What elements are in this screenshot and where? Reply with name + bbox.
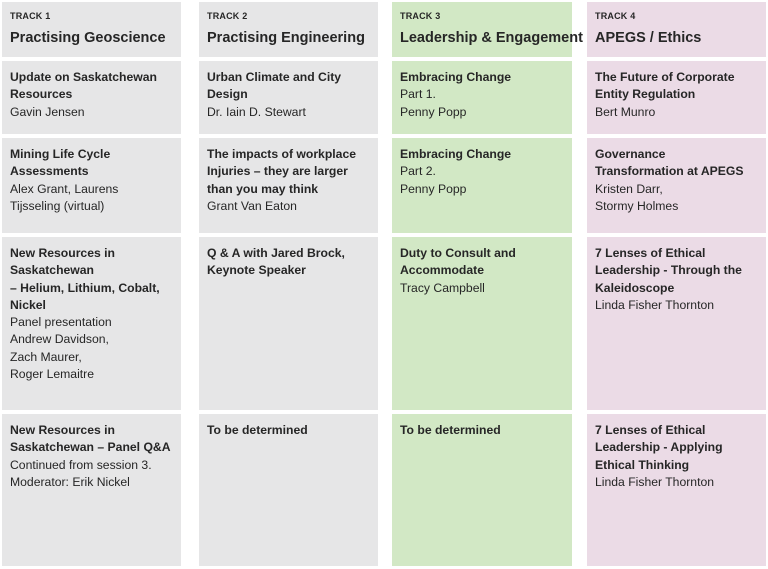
session-content: [207, 146, 374, 215]
session-title-line: Update on Saskatchewan: [10, 70, 157, 84]
session-detail-line: Stormy Holmes: [595, 198, 679, 213]
session-detail-line: Penny Popp: [400, 181, 467, 196]
session-content: [207, 245, 374, 280]
session-cell: [392, 414, 572, 566]
session-detail-line: Kristen Darr,: [595, 181, 663, 196]
track-header: [587, 2, 766, 57]
session-content: [10, 245, 177, 383]
session-content: [207, 69, 374, 121]
session-title-line: Assessments: [10, 164, 89, 179]
session-content: [10, 422, 177, 491]
session-cell: [2, 414, 181, 566]
session-cell: [392, 138, 572, 233]
track-column-4: [587, 0, 766, 569]
session-cell: [199, 138, 378, 233]
session-detail-line: Gavin Jensen: [10, 104, 85, 119]
track-label: TRACK 4: [595, 11, 636, 21]
session-title-line: Leadership - Through the: [595, 263, 742, 278]
session-content: [10, 146, 177, 215]
session-detail-line: Part 1.: [400, 87, 436, 102]
session-detail-line: Tijsseling (virtual): [10, 198, 105, 213]
session-title-line: Entity Regulation: [595, 87, 696, 102]
session-cell: [587, 414, 766, 566]
session-cell: [199, 414, 378, 566]
track-title: APEGS / Ethics: [595, 30, 702, 46]
session-content: [595, 69, 762, 121]
session-title-line: Mining Life Cycle: [10, 147, 111, 161]
session-title-line: Governance: [595, 147, 666, 161]
session-detail-line: Linda Fisher Thornton: [595, 297, 715, 312]
session-content: [400, 245, 568, 297]
session-detail-line: Tracy Campbell: [400, 280, 485, 295]
session-title-line: Saskatchewan: [10, 263, 95, 278]
track-title: Practising Geoscience: [10, 30, 166, 46]
session-title-line: 7 Lenses of Ethical: [595, 246, 706, 260]
session-detail-line: Penny Popp: [400, 104, 467, 119]
session-title-line: Resources: [10, 87, 73, 102]
session-content: [595, 146, 762, 215]
session-content: [400, 422, 568, 439]
track-label: TRACK 1: [10, 11, 51, 21]
track-title: Leadership & Engagement: [400, 30, 583, 46]
track-header: [199, 2, 378, 57]
session-detail-line: Bert Munro: [595, 104, 656, 119]
session-title-line: Urban Climate and City: [207, 70, 342, 84]
session-detail-line: Roger Lemaitre: [10, 367, 94, 382]
session-cell: [587, 61, 766, 134]
session-title-line: To be determined: [207, 423, 308, 437]
session-content: [10, 69, 177, 121]
session-cell: [199, 237, 378, 410]
track-header: [392, 2, 583, 57]
session-title-line: Embracing Change: [400, 70, 512, 84]
track-label: TRACK 3: [400, 11, 441, 21]
session-content: [595, 422, 762, 491]
session-detail-line: Panel presentation: [10, 315, 112, 330]
session-title-line: Design: [207, 87, 248, 102]
session-title-line: Saskatchewan – Panel Q&A: [10, 440, 171, 455]
session-title-line: The impacts of workplace: [207, 147, 356, 161]
session-cell: [587, 237, 766, 410]
session-detail-line: Dr. Iain D. Stewart: [207, 104, 306, 119]
session-title-line: Keynote Speaker: [207, 263, 306, 278]
session-cell: [587, 138, 766, 233]
session-content: [207, 422, 374, 439]
session-detail-line: Continued from session 3.: [10, 457, 152, 472]
session-content: [595, 245, 762, 314]
session-cell: [199, 61, 378, 134]
session-detail-line: Grant Van Eaton: [207, 198, 297, 213]
session-title-line: Leadership - Applying: [595, 440, 723, 455]
track-header: [2, 2, 181, 57]
session-cell: [2, 61, 181, 134]
session-title-line: – Helium, Lithium, Cobalt,: [10, 280, 160, 295]
session-detail-line: Moderator: Erik Nickel: [10, 474, 130, 489]
session-title-line: Nickel: [10, 297, 46, 312]
track-title: Practising Engineering: [207, 30, 365, 46]
session-title-line: The Future of Corporate: [595, 70, 735, 84]
track-column-2: [199, 0, 378, 569]
session-title-line: New Resources in: [10, 423, 115, 437]
session-title-line: To be determined: [400, 423, 501, 437]
session-title-line: Embracing Change: [400, 147, 512, 161]
session-title-line: Accommodate: [400, 263, 484, 278]
session-title-line: Q & A with Jared Brock,: [207, 246, 345, 260]
session-content: [400, 146, 568, 198]
session-detail-line: Andrew Davidson,: [10, 332, 109, 347]
track-column-3: [392, 0, 583, 569]
session-detail-line: Zach Maurer,: [10, 349, 82, 364]
session-cell: [2, 138, 181, 233]
session-title-line: than you may think: [207, 181, 319, 196]
session-detail-line: Linda Fisher Thornton: [595, 474, 715, 489]
track-label: TRACK 2: [207, 11, 248, 21]
session-title-line: Kaleidoscope: [595, 280, 675, 295]
session-content: [400, 69, 568, 121]
session-cell: [2, 237, 181, 410]
session-cell: [392, 237, 572, 410]
session-title-line: 7 Lenses of Ethical: [595, 423, 706, 437]
session-title-line: Duty to Consult and: [400, 246, 516, 260]
session-title-line: Transformation at APEGS: [595, 164, 744, 179]
session-detail-line: Alex Grant, Laurens: [10, 181, 119, 196]
session-title-line: Injuries – they are larger: [207, 164, 348, 179]
session-detail-line: Part 2.: [400, 164, 436, 179]
session-cell: [392, 61, 572, 134]
session-title-line: Ethical Thinking: [595, 457, 690, 472]
session-title-line: New Resources in: [10, 246, 115, 260]
track-column-1: [2, 0, 181, 569]
